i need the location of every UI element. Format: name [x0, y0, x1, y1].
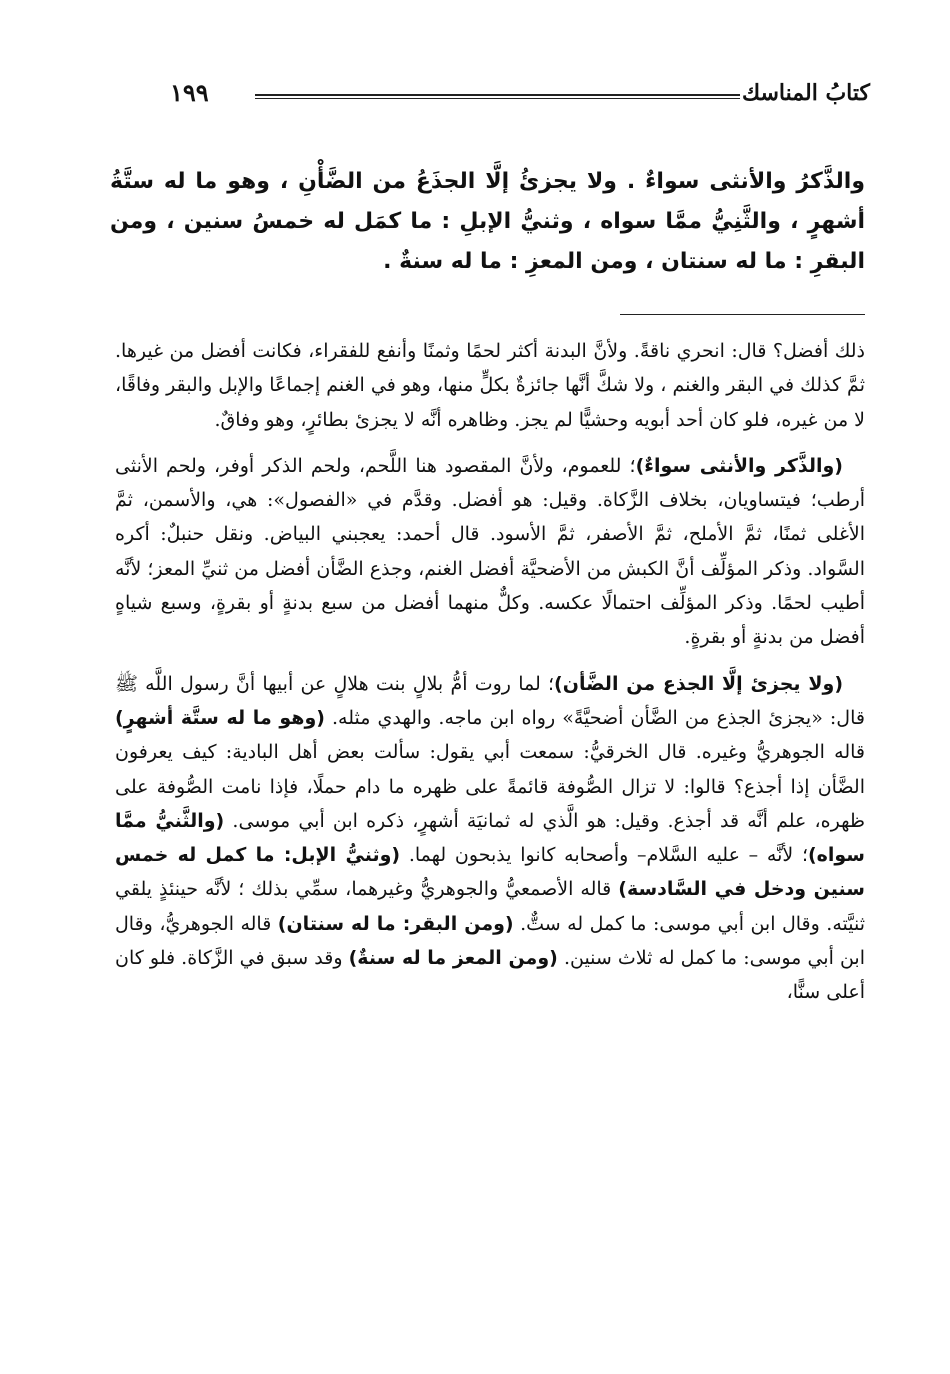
commentary-text: ذلك أفضل؟ قال: انحري ناقةً. ولأنَّ البدنة أكثر لحمًا وثمنًا وأنفع للفقراء، فكانت أفضل من غيرها. ثمَّ كذلك في البقر والغنم ، ولا شكَّ أنَّها جائزةٌ بكلٍّ منها، وهو في الغنم إجماعًا والإبل والبقر وفاقًا، لا من غيره، فلو كان أحد أبويه وحشيًّا لم يجز. وظاهره أنَّه لا يجزئ بطائرٍ، وهو وفاقٌ.: [115, 340, 865, 431]
commentary-text: ؛ للعموم، ولأنَّ المقصود هنا اللَّحم، ولحم الذكر أوفر، ولحم الأنثى أرطب؛ فيتساويان، بخلاف الزَّكاة. وقيل: هو أفضل. وقدَّم في «الفصول»: هي، والأسمن، ثمَّ الأغلى ثمنًا، ثمَّ الأملح، ثمَّ الأصفر، ثمَّ الأسود. قال أحمد: يعجبني البياض. ونقل حنبلٌ: أكره السَّواد. وذكر المؤلِّف أنَّ الكبش من الأضحيَّة أفضل الغنم، وجذع الضَّأن أفضل من ثنيِّ المعز؛ لأنَّه أطيب لحمًا. وذكر المؤلِّف احتمالًا عكسه. وكلٌّ منهما أفضل من سبع بدنةٍ أو بقرةٍ، وسبع شياهٍ أفضل من بدنةٍ أو بقرةٍ.: [115, 454, 865, 649]
footnote-separator: [620, 314, 865, 315]
commentary-text: قاله الأصمعيُّ والجوهريُّ وغيرهما، سمِّي بذلك ؛ لأنَّه حينئذٍ يلقي ثنيَّته. وقال ابن أبي موسى: ما كمل له ستٌّ.: [115, 878, 865, 935]
running-title: كتابُ المناسك: [741, 80, 870, 106]
commentary-text: قاله الجوهريُّ، وقال ابن أبي موسى: ما كمل له ثلاث سنين.: [115, 912, 865, 970]
commentary-text: وقد سبق في الزَّكاة. فلو كان أعلى سنًّا،: [115, 947, 865, 1004]
matn-quote: (وهو ما له ستَّة أشهرٍ): [115, 706, 325, 729]
commentary-text: قاله الجوهريُّ وغيره. قال الخرقيُّ: سمعت أبي يقول: سألت بعض أهل البادية: كيف يعرفون الضَّأن إذا أجذع؟ قالوا: لا تزال الصُّوفة قائمةً على ظهره ما دام حملًا، فإذا نامت الصُّوفة على ظهره، علم أنَّه قد أجذع. وقيل: هو الَّذي له ثمانيَة أشهرٍ، ذكره ابن أبي موسى.: [115, 741, 865, 832]
commentary-text: ؛ لأنَّه – عليه السَّلام– وأصحابه كانوا يذبحون لهما.: [408, 844, 808, 867]
matn-quote: (ولا يجزئ إلَّا الجذع من الضَّأن): [554, 672, 844, 695]
commentary-paragraph: [115, 334, 865, 437]
matn-quote: (ومن المعز ما له سنةٌ): [348, 947, 558, 970]
page-number: ١٩٩: [170, 78, 209, 107]
page-header: [170, 80, 870, 116]
matn-quote: (والثَّنيُّ ممَّا سواه): [115, 809, 865, 867]
matn-quote: (ومن البقر: ما له سنتان): [277, 912, 514, 935]
matn-quote: (وثنيُّ الإبل: ما كمل له خمس سنين ودخل في السَّادسة): [115, 844, 865, 901]
commentary-paragraph: [115, 667, 865, 1010]
matn-quote: (والذَّكر والأنثى سواءٌ): [635, 454, 843, 477]
commentary-paragraph: [115, 449, 865, 655]
commentary: [115, 334, 865, 1022]
matn-text: والذَّكرُ والأنثى سواءٌ . ولا يجزئُ إلَّا الجذَعُ من الضَّأْنِ ، وهو ما له ستَّةُ أشهرٍ ، والثَّنِيُّ ممَّا سواه ، وثنيُّ الإبلِ : ما كمَل له خمسُ سنين ، ومن البقرِ : ما له سنتان ، ومن المعزِ : ما له سنةٌ .: [110, 169, 865, 274]
header-rule: [255, 94, 740, 99]
commentary-text: ؛ لما روت أمُّ بلالٍ بنت هلالٍ عن أبيها أنَّ رسول اللَّه ﷺ قال: «يجزئ الجذع من الضَّأن أضحيَّةً» رواه ابن ماجه. والهدي مثله.: [115, 672, 865, 729]
